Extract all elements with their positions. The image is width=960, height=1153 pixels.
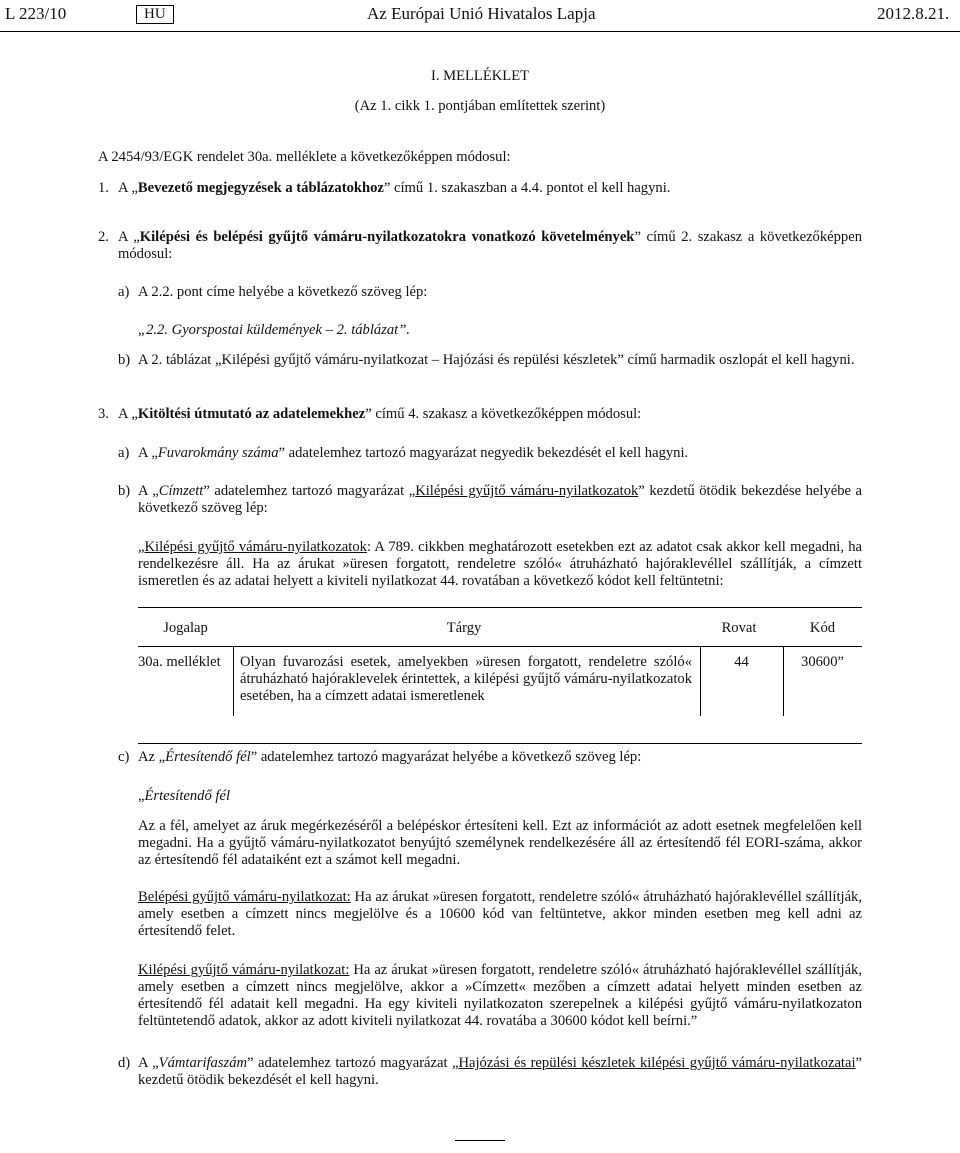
table-cell-targy: Olyan fuvarozási esetek, amelyekben »üresen forgatott, rendeletre szóló« átruházható hajóraklevelek érintettek, a kilépési gyűjtő vámáru-nyilatkozatok esetében, ha a címzett adatai ismeretlenek — [240, 654, 692, 704]
table-header-targy: Tárgy — [446, 620, 482, 636]
table-column-divider — [233, 646, 234, 716]
item-1-bold-title: Bevezető megjegyzések a táblázatokhoz — [137, 180, 384, 196]
page-reference: L 223/10 — [5, 4, 67, 23]
item-2a-text: A 2.2. pont címe helyébe a következő szöveg lép: — [138, 284, 428, 300]
item-2-text: A „Kilépési és belépési gyűjtő vámáru-nyilatkozatokra vonatkozó követelmények” című 2. szakasz a következőképpen módosul: — [118, 229, 862, 262]
item-3a-text: A „Fuvarokmány száma” adatelemhez tartozó magyarázat negyedik bekezdését el kell hagyni. — [138, 445, 689, 461]
table-header-rule — [138, 646, 862, 647]
item-3b-quote: „Kilépési gyűjtő vámáru-nyilatkozatok: A 789. cikkben meghatározott esetekben ezt az adatot csak akkor kell megadni, ha rendelkezésre áll. Ha az árukat »üresen forgatott, rendeletre szóló« átruházható hajóraklevéllel szállítják, a címzett ismeretlen és az adatai helyett a kiviteli nyilatkozat 44. rovatában a következő kódot kell feltüntetni: — [138, 539, 863, 589]
item-2a-quote: „2.2. Gyorspostai küldemények – 2. táblázat”. — [138, 322, 410, 338]
footer-rule — [455, 1140, 505, 1141]
item-3c-paragraph-1: Az a fél, amelyet az áruk megérkezéséről a belépéskor értesíteni kell. Ezt az információt az adott esetnek megfelelően kell megadni. Ha a gyűjtő vámáru-nyilatkozatot benyújtó személynek rendelkezésére áll az értesítendő fél EORI-száma, akkor az értesítendő fél adataiként ezt a számot kell megadni. — [138, 818, 862, 868]
table-cell-jogalap: 30a. melléklet — [138, 654, 221, 670]
item-3-number: 3. — [98, 406, 109, 422]
item-2b-text: A 2. táblázat „Kilépési gyűjtő vámáru-nyilatkozat – Hajózási és repülési készletek” című harmadik oszlopát el kell hagyni. — [138, 352, 855, 368]
item-2b-label: b) — [118, 352, 131, 368]
item-3d-text: A „Vámtarifaszám” adatelemhez tartozó magyarázat „Hajózási és repülési készletek kilépési gyűjtő vámáru-nyilatkozatai” kezdetű ötödik bekezdését el kell hagyni. — [138, 1055, 862, 1088]
page-header — [0, 4, 960, 26]
item-3a-label: a) — [118, 445, 130, 461]
table-header-jogalap: Jogalap — [163, 620, 208, 636]
table-cell-kod: 30600” — [801, 654, 844, 670]
item-3b-label: b) — [118, 483, 131, 499]
item-3-text: A „Kitöltési útmutató az adatelemekhez” című 4. szakasz a következőképpen módosul: — [118, 406, 642, 422]
item-3c-paragraph-2: Belépési gyűjtő vámáru-nyilatkozat: Ha az árukat »üresen forgatott, rendeletre szóló« átruházható hajóraklevéllel szállítják, amely esetben a címzett nincs megjelölve és a 10600 kód van feltüntetve, akkor minden esetben meg kell adni az értesítendő felet. — [138, 889, 862, 939]
item-3-bold-title: Kitöltési útmutató az adatelemekhez — [137, 406, 366, 422]
journal-title: Az Európai Unió Hivatalos Lapja — [367, 4, 596, 23]
item-3c-quote-title: „Értesítendő fél — [138, 788, 231, 804]
intro-text: A 2454/93/EGK rendelet 30a. melléklete a következőképpen módosul: — [98, 149, 511, 165]
annex-title: I. MELLÉKLET — [430, 68, 530, 84]
item-1-text: A „Bevezető megjegyzések a táblázatokhoz” című 1. szakaszban a 4.4. pontot el kell hagyni. — [118, 180, 671, 196]
table-cell-rovat: 44 — [734, 654, 749, 670]
item-3b-text: A „Címzett” adatelemhez tartozó magyarázat „Kilépési gyűjtő vámáru-nyilatkozatok” kezdetű ötödik bekezdése helyébe a következő szöveg lép: — [138, 483, 863, 516]
annex-subtitle: (Az 1. cikk 1. pontjában említettek szerint) — [354, 98, 606, 114]
header-rule — [0, 31, 960, 32]
item-2a-label: a) — [118, 284, 130, 300]
table-bottom-rule — [138, 743, 862, 744]
item-2-number: 2. — [98, 229, 109, 245]
publication-date: 2012.8.21. — [877, 4, 950, 23]
table-header-kod: Kód — [809, 620, 836, 636]
item-3c-label: c) — [118, 749, 130, 765]
item-3c-text: Az „Értesítendő fél” adatelemhez tartozó magyarázat helyébe a következő szöveg lép: — [138, 749, 642, 765]
language-badge: HU — [136, 5, 174, 24]
item-1-number: 1. — [98, 180, 109, 196]
item-3d-label: d) — [118, 1055, 131, 1071]
table-top-rule — [138, 607, 862, 608]
item-2-bold-title: Kilépési és belépési gyűjtő vámáru-nyilatkozatokra vonatkozó követelmények — [139, 229, 635, 245]
item-3c-paragraph-3: Kilépési gyűjtő vámáru-nyilatkozat: Ha az árukat »üresen forgatott, rendeletre szóló« átruházható hajóraklevéllel szállítják, amely esetben a címzett nincs megjelölve, akkor a »Címzett« mezőben a címzett adatai helyett minden esetben az értesítendő fél adatait kell megadni. Ha egy kiviteli nyilatkozaton szerepelnek a kilépési gyűjtő vámáru-nyilatkozaton feltüntetendő adatok, akkor az adott kiviteli nyilatkozat 44. rovatába a 30600 kódot kell beírni.” — [138, 962, 862, 1029]
table-header-rovat: Rovat — [721, 620, 757, 636]
